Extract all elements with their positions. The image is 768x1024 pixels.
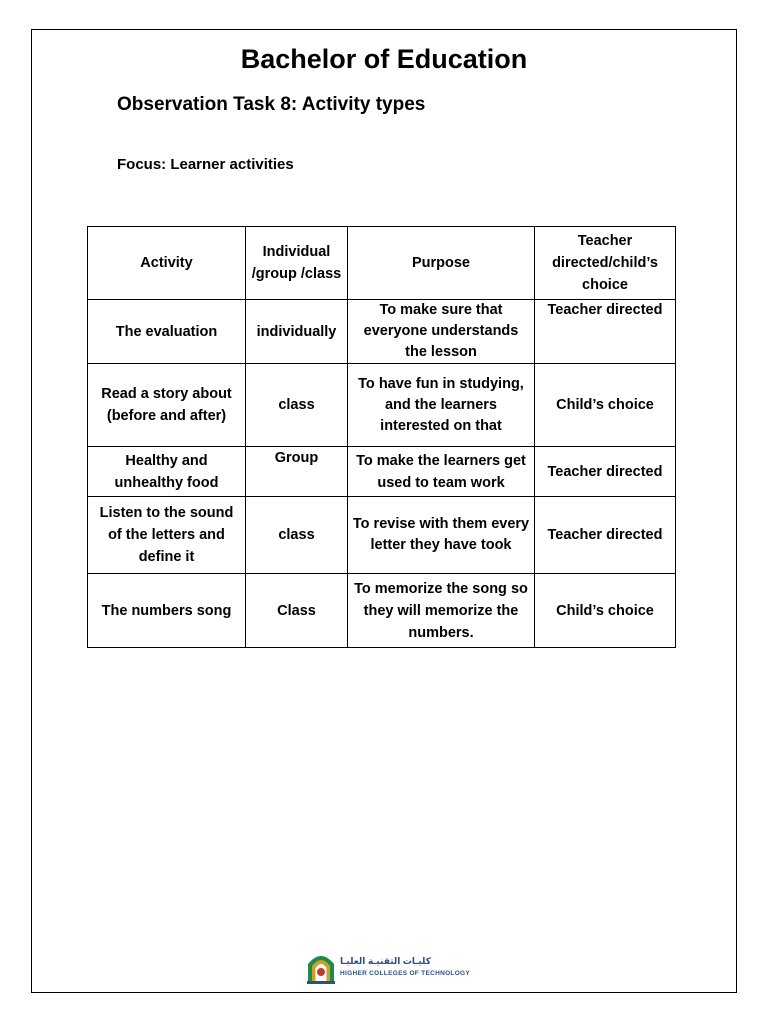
cell-grouping: class [246, 364, 348, 447]
cell-choice: Teacher directed [535, 300, 676, 364]
logo-english-text: HIGHER COLLEGES OF TECHNOLOGY [340, 970, 471, 977]
table-header-row [88, 227, 676, 300]
document-title: Bachelor of Education [240, 44, 528, 74]
cell-choice: Child’s choice [535, 364, 676, 447]
table-row [88, 574, 676, 648]
table-row [88, 497, 676, 574]
header-grouping: Individual /group /class [246, 227, 348, 300]
cell-choice: Teacher directed [535, 447, 676, 497]
table-row [88, 300, 676, 364]
cell-activity: The evaluation [88, 300, 246, 364]
table-row [88, 364, 676, 447]
cell-activity: The numbers song [88, 574, 246, 648]
cell-choice: Child’s choice [535, 574, 676, 648]
header-purpose: Purpose [348, 227, 535, 300]
cell-activity: Read a story about (before and after) [88, 364, 246, 447]
focus-line: Focus: Learner activities [117, 156, 294, 173]
cell-choice: Teacher directed [535, 497, 676, 574]
cell-grouping: class [246, 497, 348, 574]
header-activity: Activity [88, 227, 246, 300]
cell-grouping: Class [246, 574, 348, 648]
cell-activity: Listen to the sound of the letters and define it [88, 497, 246, 574]
hct-logo [306, 950, 471, 984]
hct-arch-logo-icon [306, 950, 336, 984]
cell-grouping: Group [246, 447, 348, 497]
activity-table [87, 226, 676, 648]
task-subtitle: Observation Task 8: Activity types [117, 94, 426, 115]
cell-purpose: To make sure that everyone understands the lesson [348, 300, 535, 364]
cell-purpose: To revise with them every letter they have took [348, 497, 535, 574]
table-row [88, 447, 676, 497]
cell-purpose: To memorize the song so they will memorize the numbers. [348, 574, 535, 648]
cell-purpose: To have fun in studying, and the learners interested on that [348, 364, 535, 447]
cell-grouping: individually [246, 300, 348, 364]
logo-arabic-text: كليـات التقنيـة العليـا [340, 956, 431, 966]
header-choice: Teacher directed/child’s choice [535, 227, 676, 300]
cell-purpose: To make the learners get used to team work [348, 447, 535, 497]
cell-activity: Healthy and unhealthy food [88, 447, 246, 497]
